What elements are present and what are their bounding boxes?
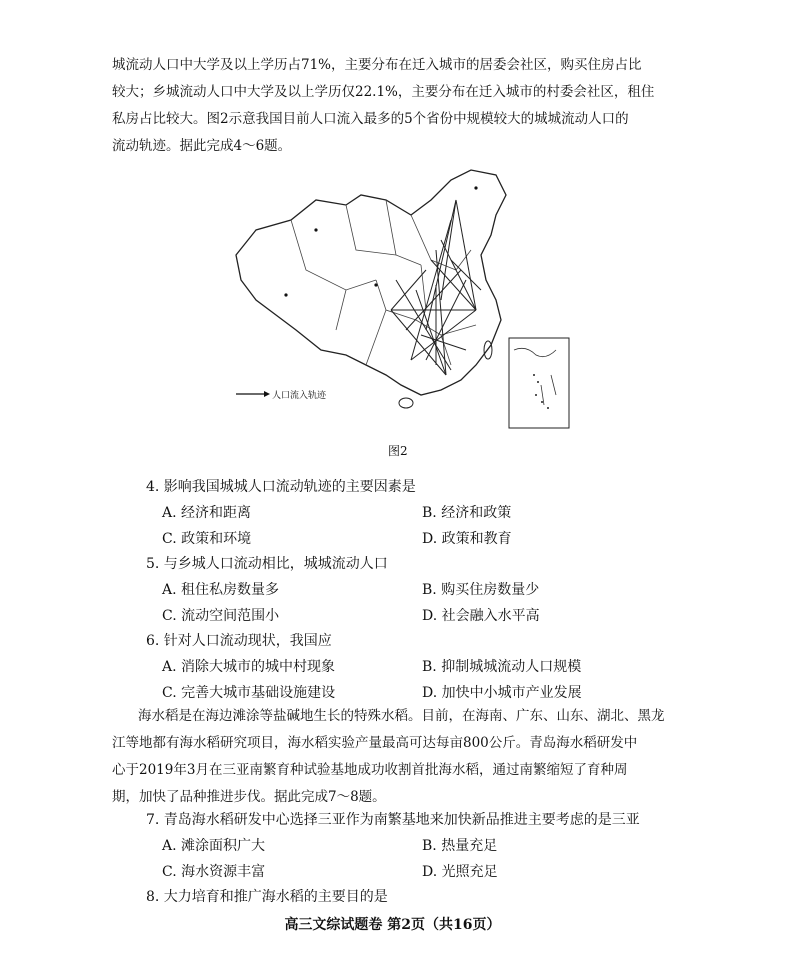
passage-2 bbox=[138, 703, 698, 730]
question-5-option-d: D. 社会融入水平高 bbox=[422, 608, 540, 624]
question-5-option-c: C. 流动空间范围小 bbox=[162, 608, 280, 624]
figure-caption: 图2 bbox=[388, 444, 408, 458]
question-4-option-d: D. 政策和教育 bbox=[422, 531, 512, 547]
question-6-option-b: B. 抑制城城流动人口规模 bbox=[422, 659, 582, 675]
question-4-option-a: A. 经济和距离 bbox=[162, 505, 252, 521]
question-7-option-a: A. 滩涂面积广大 bbox=[162, 838, 266, 854]
question-5-option-b: B. 购买住房数量少 bbox=[422, 582, 540, 598]
question-5-option-a: A. 租住私房数量多 bbox=[162, 582, 280, 598]
page-footer: 高三文综试题卷 第2页（共16页） bbox=[284, 917, 501, 933]
question-6-option-c: C. 完善大城市基础设施建设 bbox=[162, 685, 336, 701]
china-outline bbox=[236, 170, 506, 395]
migration-flows bbox=[391, 200, 481, 375]
intro-line: 私房占比较大。图2示意我国目前人口流入最多的5个省份中规模较大的城城流动人口的 bbox=[112, 111, 629, 127]
intro-line: 城流动人口中大学及以上学历占71%，主要分布在迁入城市的居委会社区，购买住房占比 bbox=[112, 57, 642, 73]
china-migration-map bbox=[196, 160, 576, 445]
question-8-stem: 8. 大力培育和推广海水稻的主要目的是 bbox=[146, 889, 388, 905]
legend-arrow-icon bbox=[264, 391, 270, 397]
province-borders bbox=[291, 200, 476, 365]
question-4-option-b: B. 经济和政策 bbox=[422, 505, 512, 521]
passage-line: 江等地都有海水稻研究项目，海水稻实验产量最高可达每亩800公斤。青岛海水稻研发中 bbox=[112, 735, 638, 751]
question-6-option-a: A. 消除大城市的城中村现象 bbox=[162, 659, 336, 675]
passage-line: 心于2019年3月在三亚南繁育种试验基地成功收割首批海水稻，通过南繁缩短了育种周 bbox=[112, 762, 628, 778]
intro-paragraph bbox=[112, 52, 694, 160]
question-6-option-d: D. 加快中小城市产业发展 bbox=[422, 685, 582, 701]
question-7-option-d: D. 光照充足 bbox=[422, 864, 498, 880]
map-svg bbox=[196, 160, 576, 445]
question-5-stem: 5. 与乡城人口流动相比，城城流动人口 bbox=[146, 556, 388, 572]
intro-line: 较大；乡城流动人口中大学及以上学历仅22.1%，主要分布在迁入城市的村委会社区，租住 bbox=[112, 84, 655, 100]
passage-line: 海水稻是在海边滩涂等盐碱地生长的特殊水稻。目前，在海南、广东、山东、湖北、黑龙 bbox=[138, 708, 665, 724]
intro-line: 流动轨迹。据此完成4～6题。 bbox=[112, 138, 292, 154]
question-4-option-c: C. 政策和环境 bbox=[162, 531, 252, 547]
passage-line: 期，加快了品种推进步伐。据此完成7～8题。 bbox=[112, 789, 386, 805]
question-4-stem: 4. 影响我国城城人口流动轨迹的主要因素是 bbox=[146, 479, 416, 495]
hainan-island bbox=[399, 398, 413, 408]
question-7-option-c: C. 海水资源丰富 bbox=[162, 864, 266, 880]
passage-2-cont bbox=[112, 730, 694, 811]
legend-label: 人口流入轨迹 bbox=[272, 391, 327, 401]
question-7-stem: 7. 青岛海水稻研发中心选择三亚作为南繁基地来加快新品推进主要考虑的是三亚 bbox=[146, 812, 640, 828]
question-7-option-b: B. 热量充足 bbox=[422, 838, 498, 854]
question-6-stem: 6. 针对人口流动现状，我国应 bbox=[146, 633, 332, 649]
south-china-sea-inset bbox=[509, 338, 569, 428]
